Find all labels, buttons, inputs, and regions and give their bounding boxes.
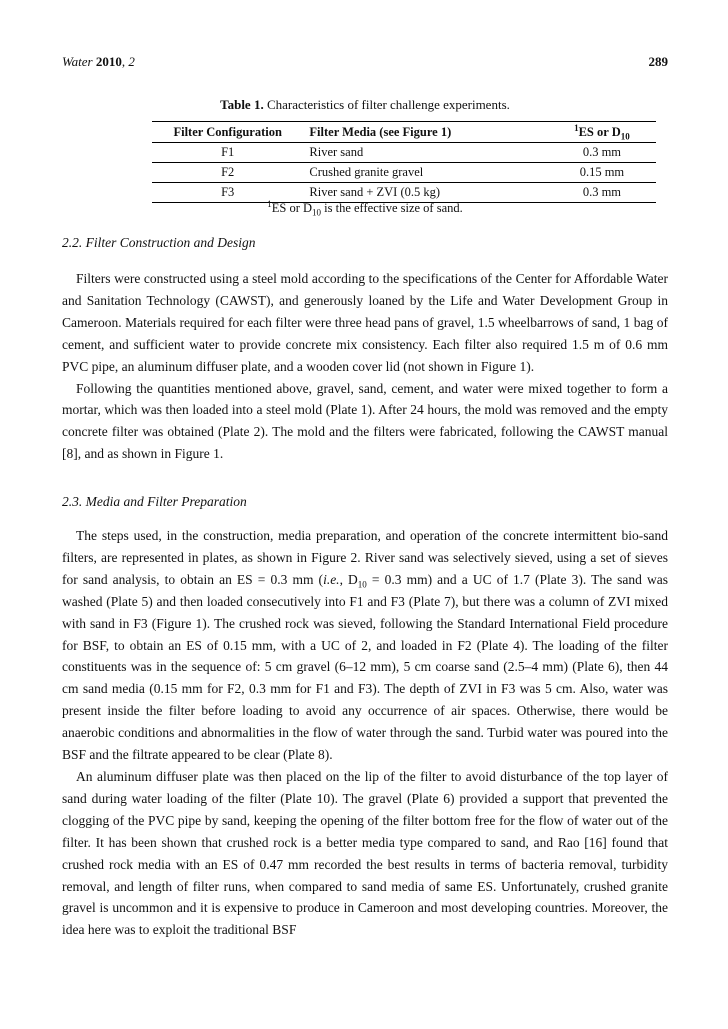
paragraph: An aluminum diffuser plate was then placed on the lip of the filter to avoid disturbance of the top layer of sand during water loading of the filter (Plate 10). The gravel (Plate 6) provided a support that prevented the clogging of the PVC pipe by sand, keeping the opening of the filter bottom free for the flow of water out of the filter. It has been shown that crushed rock is a better media type compared to sand, and Rao [16] found that crushed rock media with an ES of 0.47 mm recorded the best results in terms of bacteria removal, turbidity removal, and length of filter runs, when compared to sand media of same ES. Unfortunately, crushed granite gravel is uncommon and it is expensive to produce in Cameroon and most developing countries. Moreover, the idea here was to exploit the traditional BSF	[62, 768, 668, 938]
table-footnote	[62, 198, 668, 218]
paragraph: Following the quantities mentioned above, gravel, sand, cement, and water were mixed together to form a mortar, which was then loaded into a steel mold (Plate 1). After 24 hours, the mold was removed and the empty concrete filter was obtained (Plate 2). The mold and the filters were fabricated, following the CAWST manual [8], and as shown in Figure 1.	[62, 380, 668, 462]
paragraph-text: = 0.3 mm) and a UC of 1.7 (Plate 3). The sand was washed (Plate 5) and then loaded consecutively into F1 and F3 (Plate 7), but there was a column of ZVI mixed with sand in F3 (Figure 1). The crushed rock was sieved, following the Standard International Field procedure for BSF, to obtain an ES of 0.15 mm, with a UC of 2, and loaded in F2 (Plate 4). The loading of the filter constituents was in the sequence of: 5 cm gravel (6–12 mm), 5 cm coarse sand (2.5–4 mm) (Plate 6), then 44 cm sand media (0.15 mm for F2, 0.3 mm for F1 and F3). The depth of ZVI in F3 was 5 cm. Also, water was present inside the filter before loading to avoid any occurrence of air spaces. Otherwise, there would be anaerobic conditions and abnormalities in the flow of water through the sand. Turbid water was poured into the BSF and the filtrate appeared to be clear (Plate 8).	[62, 571, 668, 763]
footnote-text: ES or D	[271, 201, 313, 215]
col-header-es-text: ES or D	[578, 124, 621, 139]
journal-year: 2010	[95, 54, 122, 69]
cell-media: River sand	[303, 143, 547, 163]
section-2-3-body	[62, 525, 668, 941]
cell-config: F3	[152, 183, 303, 203]
section-heading-2-3: 2.3. Media and Filter Preparation	[62, 494, 247, 509]
journal-volume: 2	[128, 54, 135, 69]
footnote-mark: 1	[574, 122, 579, 133]
cell-media: River sand + ZVI (0.5 kg)	[303, 183, 547, 203]
journal-citation: Water 2010, 2	[62, 54, 135, 69]
ie-abbrev: i.e.	[323, 571, 340, 587]
subscript-10: 10	[620, 131, 630, 141]
paragraph	[62, 525, 668, 766]
subscript-10: 10	[357, 579, 367, 590]
section-2-2-body	[62, 268, 668, 465]
cell-config: F2	[152, 163, 303, 183]
table-label: Table 1.	[220, 97, 264, 112]
col-header-es	[548, 122, 656, 143]
cell-es: 0.15 mm	[548, 163, 656, 183]
section-heading-2-2: 2.2. Filter Construction and Design	[62, 235, 256, 250]
paragraph: Filters were constructed using a steel mold according to the specifications of the Center for Affordable Water and Sanitation Technology (CAWST), and generously loaned by the Life and Water Development Group in Cameroon. Materials required for each filter were three head pans of gravel, 1.5 wheelbarrows of sand, 1 bag of cement, and sufficient water to provide concrete mix consistency. Each filter also required 1.5 m of 0.6 mm PVC pipe, an aluminum diffuser plate, and a wooden cover lid (not shown in Figure 1).	[62, 271, 668, 374]
filter-table	[152, 121, 656, 203]
cell-es: 0.3 mm	[548, 183, 656, 203]
paragraph-text: , D	[339, 571, 358, 587]
table-header-row	[152, 122, 656, 143]
cell-config: F1	[152, 143, 303, 163]
table-caption	[62, 97, 668, 113]
table-row	[152, 143, 656, 163]
col-header-config: Filter Configuration	[152, 122, 303, 143]
footnote-tail: is the effective size of sand.	[321, 201, 463, 215]
table-row	[152, 183, 656, 203]
cell-media: Crushed granite gravel	[303, 163, 547, 183]
footnote-mark: 1	[267, 198, 272, 209]
col-header-media: Filter Media (see Figure 1)	[303, 122, 547, 143]
subscript-10: 10	[312, 207, 322, 218]
page-number: 289	[648, 54, 668, 69]
table-caption-text: Characteristics of filter challenge experiments.	[266, 97, 510, 112]
journal-name: Water	[62, 54, 93, 69]
cell-es: 0.3 mm	[548, 143, 656, 163]
table-row	[152, 163, 656, 183]
running-header	[62, 54, 668, 74]
paragraph-text: The steps used, in the construction, media preparation, and operation of the concrete intermittent bio-sand filters, are represented in plates, as shown in Figure 2. River sand was selectively sieved, using a set of sieves for sand analysis, to obtain an ES = 0.3 mm (	[62, 528, 668, 587]
